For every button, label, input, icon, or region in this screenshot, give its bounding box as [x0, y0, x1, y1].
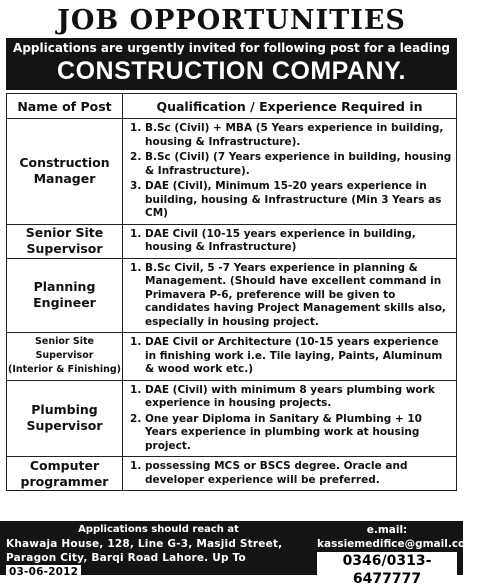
qualification-item: 1. DAE Civil (10-15 years experience in building, housing & Infrastructure)	[145, 228, 452, 255]
qualification-cell	[123, 119, 457, 225]
qualification-item: 1. DAE (Civil) with minimum 8 years plumbing work experience in housing projects.	[145, 384, 452, 411]
address-line-1: Khawaja House, 128, Line G-3, Masjid Street,	[6, 538, 283, 550]
qualification-cell	[123, 380, 457, 457]
qualification-list	[123, 119, 456, 224]
post-name-cell	[7, 333, 123, 381]
table-row	[7, 380, 457, 457]
footer-contact-block	[317, 523, 480, 588]
table-row	[7, 119, 457, 225]
table-header-row	[7, 94, 457, 119]
post-name-cell	[7, 224, 123, 258]
header-banner	[6, 38, 457, 90]
deadline-date: 03-06-2012	[6, 565, 81, 579]
qualification-cell	[123, 333, 457, 381]
qualification-list	[123, 333, 456, 380]
intro-text: Applications are urgently invited for following post for a leading	[13, 41, 450, 55]
post-name-cell	[7, 457, 123, 491]
qualification-cell	[123, 457, 457, 491]
email-address[interactable]: kassiemedifice@gmail.com.	[317, 538, 480, 550]
qualification-item: 1. B.Sc (Civil) + MBA (5 Years experience in building, housing & Infrastructure).	[145, 122, 452, 149]
post-name: Senior Site Supervisor	[35, 336, 94, 362]
table-row	[7, 258, 457, 333]
table-row	[7, 333, 457, 381]
job-posts-table	[6, 93, 457, 491]
post-name: Planning Engineer	[33, 279, 96, 311]
qualification-cell	[123, 224, 457, 258]
email-label: e.mail:	[366, 524, 408, 536]
qualification-list	[123, 259, 456, 333]
post-name: Construction Manager	[19, 155, 110, 187]
footer-address-block	[6, 523, 311, 579]
qualification-item: 1. DAE Civil or Architecture (10-15 years experience in finishing work i.e. Tile laying, Paints, Aluminum & wood work etc.)	[145, 336, 452, 377]
qualification-item: 1. possessing MCS or BSCS degree. Oracle and developer experience will be preferred.	[145, 460, 452, 487]
qualification-list	[123, 457, 456, 490]
table-body	[7, 119, 457, 491]
qualification-item: 2. One year Diploma in Sanitary & Plumbing + 10 Years experience in plumbing work at housing project.	[145, 413, 452, 454]
post-name: Computer programmer	[20, 457, 109, 489]
post-name: Senior Site Supervisor	[25, 225, 104, 256]
qualification-item: 2. B.Sc (Civil) (7 Years experience in building, housing & Infrastructure).	[145, 151, 452, 178]
footer-contact	[0, 521, 480, 587]
phone-number[interactable]: 0346/0313-6477777	[317, 552, 457, 588]
column-header-post: Name of Post	[7, 94, 123, 119]
table-row	[7, 224, 457, 258]
reach-label: Applications should reach at	[78, 524, 239, 535]
column-header-qualification: Qualification / Experience Required in	[123, 94, 457, 119]
address-line-2	[6, 551, 311, 579]
qualification-cell	[123, 258, 457, 333]
qualification-item: 1. B.Sc Civil, 5 -7 Years experience in planning & Management. (Should have excellent command in Primavera P-6, preference will be given to candidates having Project Management skills also, especially in housing project.	[145, 262, 452, 330]
qualification-list	[123, 381, 456, 457]
qualification-item: 3. DAE (Civil), Minimum 15-20 years experience in building, housing & Infrastructure (Min 3 Years as CM)	[145, 180, 452, 221]
page-title: JOB OPPORTUNITIES	[57, 5, 406, 36]
company-name: CONSTRUCTION COMPANY.	[57, 57, 406, 85]
post-name: Plumbing Supervisor	[26, 402, 103, 434]
post-name-cell	[7, 119, 123, 225]
address-line-2-text: Paragon City, Barqi Road Lahore. Up To	[6, 552, 246, 564]
post-name-cell	[7, 258, 123, 333]
table-row	[7, 457, 457, 491]
post-name-sub: (Interior & Finishing)	[7, 364, 122, 376]
qualification-list	[123, 225, 456, 258]
post-name-cell	[7, 380, 123, 457]
